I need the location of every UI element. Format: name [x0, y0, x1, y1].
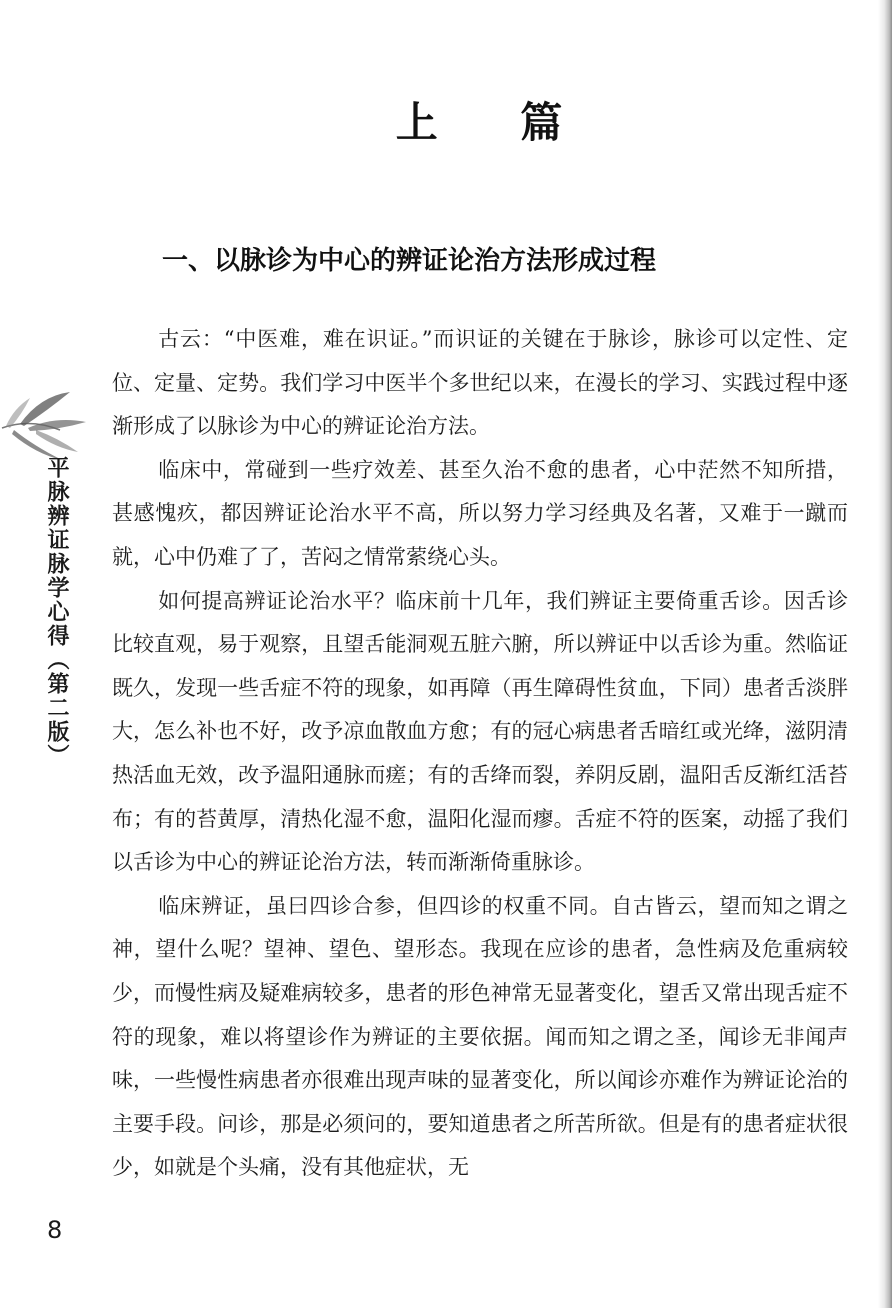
- page-edge-shadow: [878, 0, 892, 1308]
- part-title: 上 篇: [395, 98, 597, 147]
- paragraph: 如何提高辨证论治水平？临床前十几年，我们辨证主要倚重舌诊。因舌诊比较直观，易于观察，且望舌能洞观五脏六腑，所以辨证中以舌诊为重。然临证既久，发现一些舌症不符的现象，如再障（再生障碍性贫血，下同）患者舌淡胖大，怎么补也不好，改予凉血散血方愈；有的冠心病患者舌暗红或光绛，滋阴清热活血无效，改予温阳通脉而瘥；有的舌绛而裂，养阴反剧，温阳舌反渐红活苔布；有的苔黄厚，清热化湿不愈，温阳化湿而瘳。舌症不符的医案，动摇了我们以舌诊为中心的辨证论治方法，转而渐渐倚重脉诊。: [112, 588, 848, 875]
- paragraph: 古云：“中医难，难在识证。”而识证的关键在于脉诊，脉诊可以定性、定位、定量、定势。我们学习中医半个多世纪以来，在漫长的学习、实践过程中逐渐形成了以脉诊为中心的辨证论治方法。: [112, 327, 848, 439]
- paragraph: 临床辨证，虽曰四诊合参，但四诊的权重不同。自古皆云，望而知之谓之神，望什么呢？望神、望色、望形态。我现在应诊的患者，急性病及危重病较少，而慢性病及疑难病较多，患者的形色神常无显著变化，望舌又常出现舌症不符的现象，难以将望诊作为辨证的主要依据。闻而知之谓之圣，闻诊无非闻声味，一些慢性病患者亦很难出现声味的显著变化，所以闻诊亦难作为辨证论治的主要手段。问诊，那是必须问的，要知道患者之所苦所欲。但是有的患者症状很少，如就是个头痛，没有其他症状，无: [112, 893, 848, 1180]
- section-heading: 一、以脉诊为中心的辨证论治方法形成过程: [162, 246, 657, 276]
- paragraph: 临床中，常碰到一些疗效差、甚至久治不愈的患者，心中茫然不知所措，甚感愧疚，都因辨证论治水平不高，所以努力学习经典及名著，又难于一蹴而就，心中仍难了了，苦闷之情常萦绕心头。: [112, 457, 848, 569]
- book-title-vertical: 平脉辨证脉学心得（第二版）: [44, 456, 69, 768]
- page-number: 8: [47, 1216, 63, 1244]
- body-text: [112, 318, 848, 1190]
